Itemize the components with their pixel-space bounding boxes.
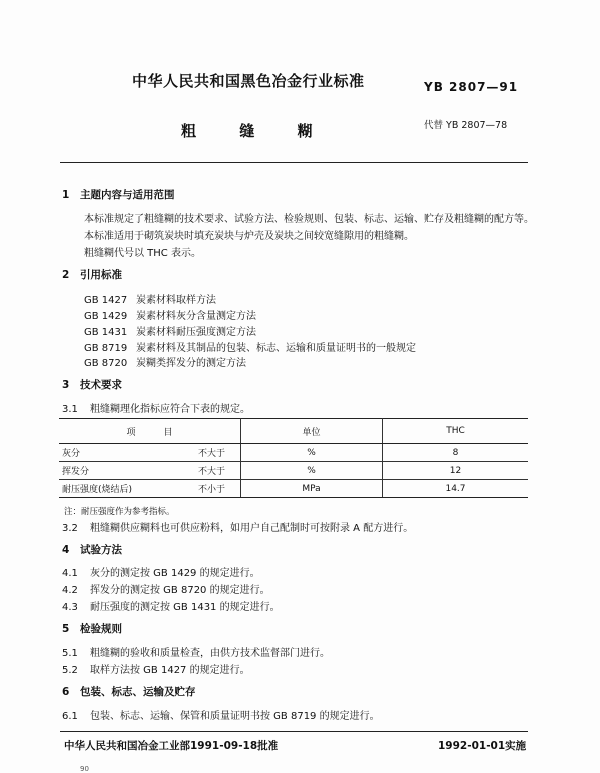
header-unit: 单位 — [241, 419, 383, 444]
header-item: 项 目 — [59, 419, 241, 444]
row-value: 12 — [383, 462, 529, 480]
reference-item: GB 1429 炭素材料灰分含量测定方法 — [84, 311, 256, 322]
specification-table — [59, 418, 528, 498]
row-limit: 不小于 — [197, 485, 225, 495]
clause-4-2: 4.2 挥发分的测定按 GB 8720 的规定进行。 — [62, 585, 270, 596]
clause-3-1: 3.1 粗缝糊理化指标应符合下表的规定。 — [62, 404, 250, 415]
table-row — [59, 462, 528, 480]
header-divider — [60, 162, 528, 163]
clause-4-3: 4.3 耐压强度的测定按 GB 1431 的规定进行。 — [62, 602, 280, 613]
clause-6-1: 6.1 包装、标志、运输、保管和质量证明书按 GB 8719 的规定进行。 — [62, 711, 380, 722]
section-6-heading: 6 包装、标志、运输及贮存 — [62, 686, 196, 698]
page-title: 粗 缝 糊 — [181, 122, 313, 140]
header-thc: THC — [383, 419, 529, 444]
section-4-heading: 4 试验方法 — [62, 544, 122, 556]
row-item: 挥发分 — [62, 467, 90, 477]
table-row — [59, 480, 528, 498]
row-unit: % — [241, 444, 383, 462]
section-5-heading: 5 检验规则 — [62, 623, 122, 635]
clause-4-1: 4.1 灰分的测定按 GB 1429 的规定进行。 — [62, 568, 260, 579]
reference-item: GB 1431 炭素材料耐压强度测定方法 — [84, 327, 256, 338]
row-item: 耐压强度(烧结后) — [62, 485, 133, 495]
section-1-para-2: 本标准适用于砌筑炭块时填充炭块与炉壳及炭块之间较宽缝隙用的粗缝糊。 — [84, 231, 414, 242]
reference-item: GB 1427 炭素材料取样方法 — [84, 295, 216, 306]
section-2-heading: 2 引用标准 — [62, 269, 122, 281]
row-unit: MPa — [241, 480, 383, 498]
row-unit: % — [241, 462, 383, 480]
reference-item: GB 8720 炭糊类挥发分的测定方法 — [84, 358, 246, 369]
standard-code: YB 2807—91 — [424, 80, 519, 94]
table-row — [59, 444, 528, 462]
row-item: 灰分 — [62, 449, 81, 459]
issuing-organization: 中华人民共和国黑色冶金行业标准 — [132, 72, 365, 90]
section-3-heading: 3 技术要求 — [62, 379, 122, 391]
clause-5-1: 5.1 粗缝糊的验收和质量检查，由供方技术监督部门进行。 — [62, 648, 330, 659]
approval-note: 中华人民共和国冶金工业部1991-09-18批准 — [64, 740, 279, 752]
table-header-row — [59, 419, 528, 444]
row-value: 8 — [383, 444, 529, 462]
page-number: 90 — [80, 765, 89, 773]
reference-item: GB 8719 炭素材料及其制品的包装、标志、运输和质量证明书的一般规定 — [84, 343, 416, 354]
row-limit: 不大于 — [197, 449, 225, 459]
clause-3-2: 3.2 粗缝糊供应糊料也可供应粉料，如用户自己配制时可按附录 A 配方进行。 — [62, 523, 414, 534]
row-limit: 不大于 — [197, 467, 225, 477]
footer-divider — [60, 731, 528, 732]
table-note: 注：耐压强度作为参考指标。 — [64, 507, 175, 517]
section-1-heading: 1 主题内容与适用范围 — [62, 189, 175, 201]
effective-date: 1992-01-01实施 — [438, 740, 527, 752]
section-1-para-1: 本标准规定了粗缝糊的技术要求、试验方法、检验规则、包装、标志、运输、贮存及粗缝糊的配方等。 — [84, 214, 534, 225]
replaces-note: 代替 YB 2807—78 — [424, 120, 508, 131]
row-value: 14.7 — [383, 480, 529, 498]
section-1-para-3: 粗缝糊代号以 THC 表示。 — [84, 248, 201, 259]
clause-5-2: 5.2 取样方法按 GB 1427 的规定进行。 — [62, 665, 250, 676]
